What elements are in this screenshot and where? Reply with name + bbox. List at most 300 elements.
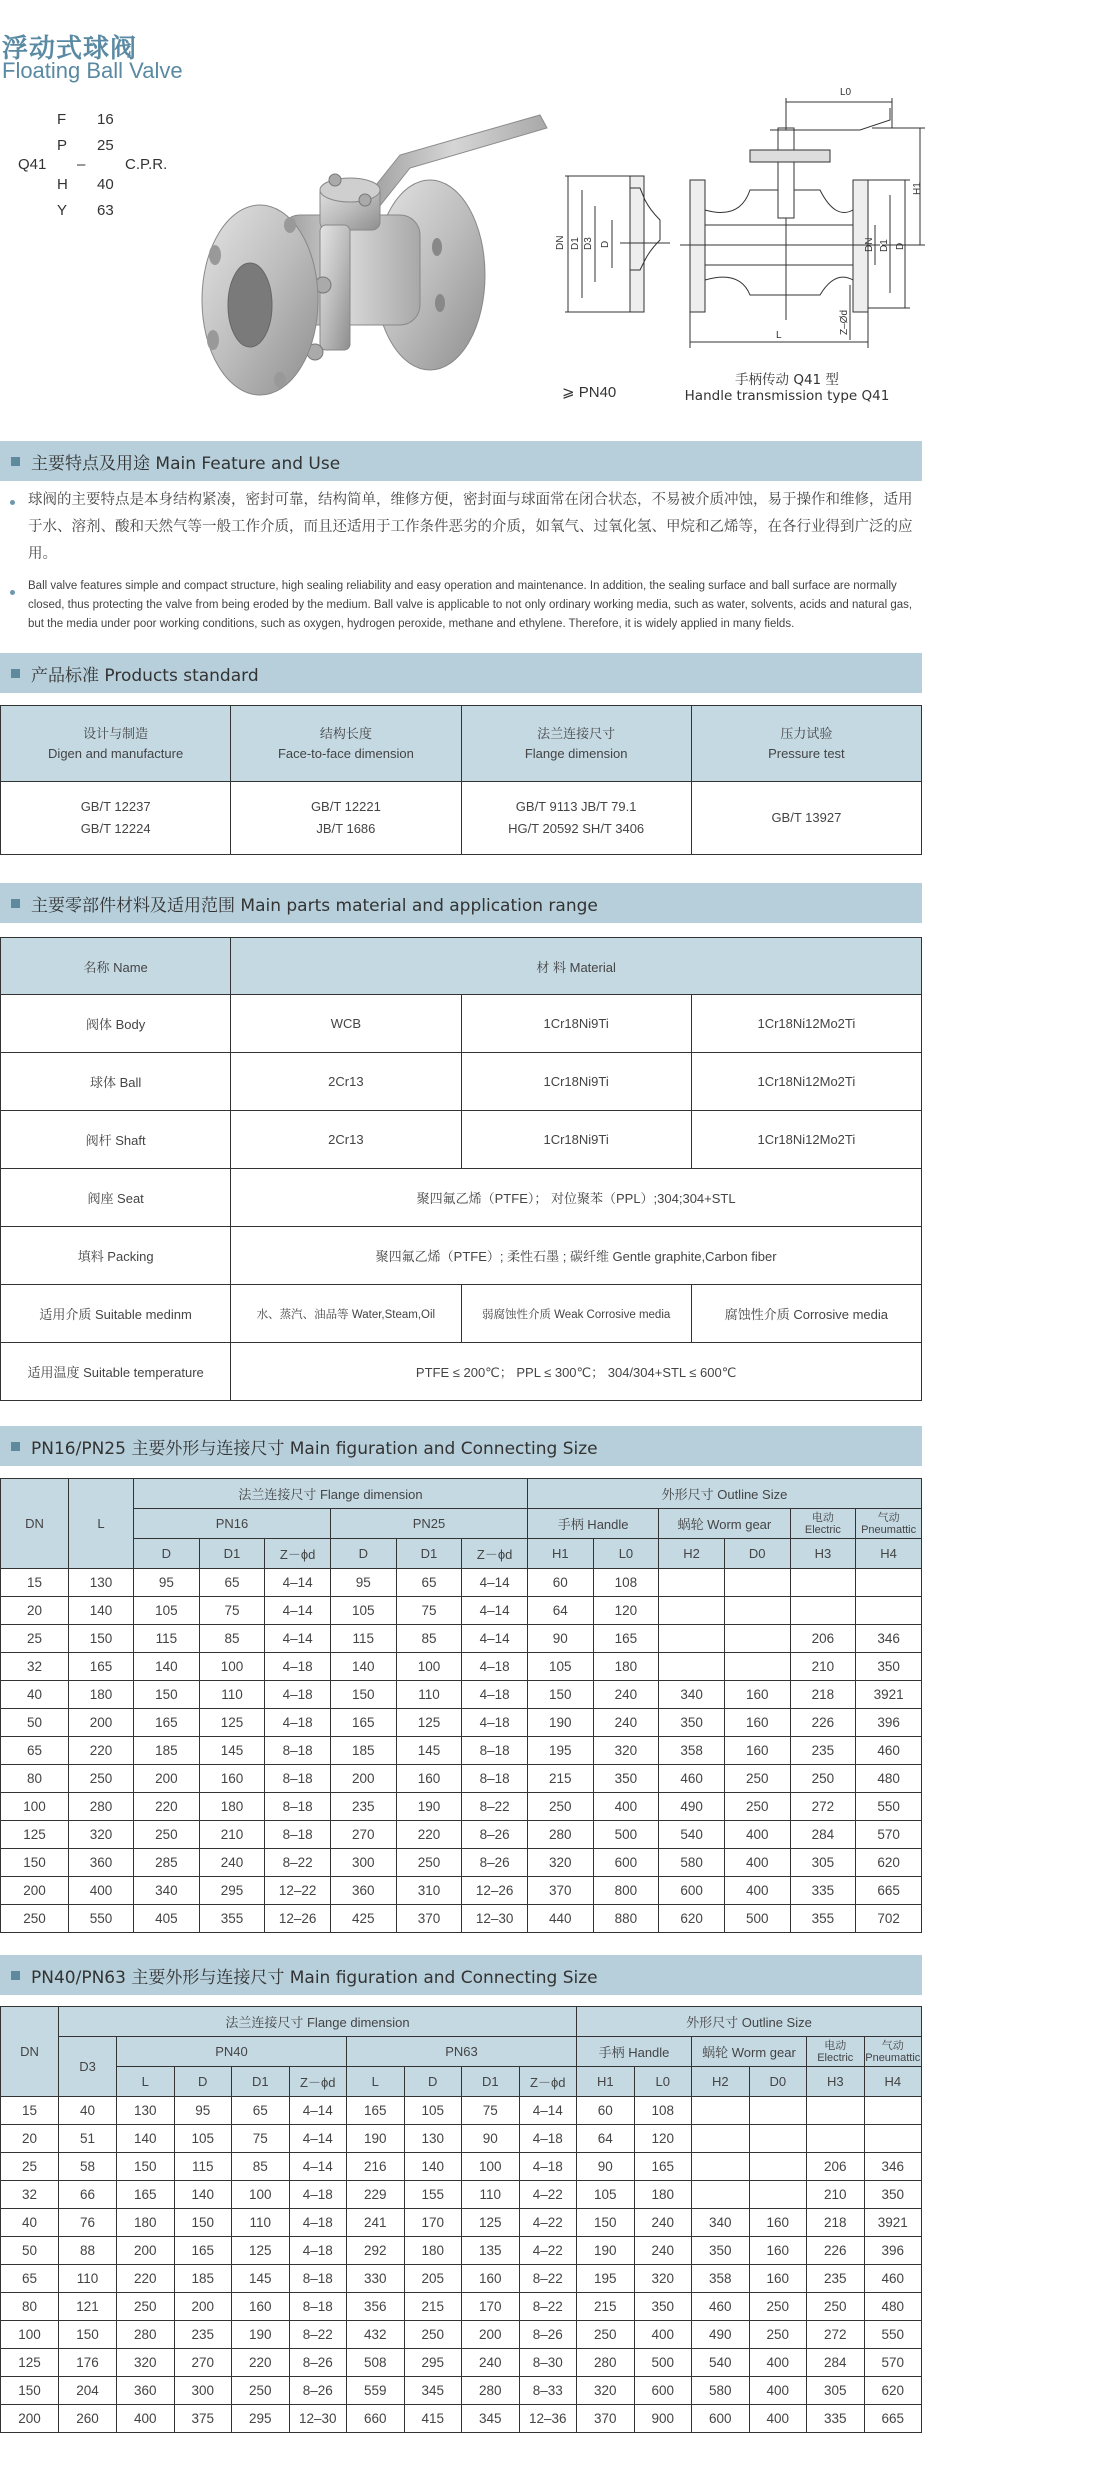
table-cell: 105 (527, 1653, 593, 1681)
valve-photo (185, 100, 555, 410)
table-cell: 64 (577, 2125, 635, 2153)
table-cell: 280 (69, 1793, 134, 1821)
table-cell: 220 (134, 1793, 200, 1821)
header-cell: D (174, 2067, 232, 2097)
table-cell: 350 (634, 2293, 692, 2321)
table-cell: 4–14 (462, 1569, 528, 1597)
header-cell: D1 (199, 1539, 265, 1569)
table-cell: 160 (199, 1765, 265, 1793)
table-cell: 600 (634, 2377, 692, 2405)
table-cell: 295 (199, 1877, 265, 1905)
table-cell: 40 (1, 1681, 69, 1709)
table-cell: 235 (330, 1793, 396, 1821)
table-cell (864, 2097, 922, 2125)
table-cell: 75 (232, 2125, 290, 2153)
table-cell: 2Cr13 (231, 1111, 461, 1169)
table-cell: 570 (856, 1821, 922, 1849)
label-d3: D3 (583, 237, 594, 250)
table-cell: 200 (69, 1709, 134, 1737)
table-cell: 165 (347, 2097, 405, 2125)
table-cell (692, 2097, 750, 2125)
table-cell: 140 (69, 1597, 134, 1625)
table-cell: 4–14 (265, 1625, 331, 1653)
table-cell: 235 (790, 1737, 856, 1765)
table-cell: 460 (864, 2265, 922, 2293)
table-cell: 190 (232, 2321, 290, 2349)
table-cell: 360 (69, 1849, 134, 1877)
table-cell: 66 (59, 2181, 117, 2209)
header-cell: DN (1, 2007, 59, 2097)
model-value: 16 (97, 111, 114, 128)
table-cell: 284 (807, 2349, 865, 2377)
table-cell: 4–18 (265, 1653, 331, 1681)
model-letter: F (57, 111, 67, 128)
table-cell: 108 (593, 1569, 659, 1597)
table-cell: 165 (174, 2237, 232, 2265)
header-cell: 手柄 Handle (527, 1509, 658, 1539)
table-cell: 40 (59, 2097, 117, 2125)
table-cell: 320 (69, 1821, 134, 1849)
table-cell: 226 (790, 1709, 856, 1737)
table-cell: 280 (527, 1821, 593, 1849)
section-header-pn16 (0, 1426, 922, 1466)
header-cell: Z－ϕd (462, 1539, 528, 1569)
table-cell: 4–18 (519, 2125, 577, 2153)
table-cell: 215 (527, 1765, 593, 1793)
header-cell: 蜗轮 Worm gear (692, 2037, 807, 2067)
table-cell (790, 1569, 856, 1597)
table-cell: 600 (659, 1877, 725, 1905)
model-suffix: C.P.R. (125, 156, 168, 173)
table-cell: 165 (634, 2153, 692, 2181)
table-cell: 8–18 (265, 1765, 331, 1793)
table-cell: 4–18 (462, 1681, 528, 1709)
table-cell: 358 (692, 2265, 750, 2293)
table-cell: 400 (724, 1821, 790, 1849)
table-cell: 110 (396, 1681, 462, 1709)
table-cell: 415 (404, 2405, 462, 2433)
table-cell: 356 (347, 2293, 405, 2321)
header-cell: D (330, 1539, 396, 1569)
table-cell: 95 (134, 1569, 200, 1597)
table-cell: 665 (864, 2405, 922, 2433)
header-cell: 外形尺寸 Outline Size (577, 2007, 922, 2037)
table-cell: 370 (577, 2405, 635, 2433)
table-cell: 腐蚀性介质 Corrosive media (691, 1285, 921, 1343)
table-cell: 110 (59, 2265, 117, 2293)
table-cell: 490 (692, 2321, 750, 2349)
table-cell: 100 (462, 2153, 520, 2181)
table-cell: 440 (527, 1905, 593, 1933)
table-cell: 8–22 (289, 2321, 347, 2349)
table-cell: 216 (347, 2153, 405, 2181)
table-cell: 240 (593, 1681, 659, 1709)
table-cell: 100 (1, 2321, 59, 2349)
table-cell: GB/T 9113 JB/T 79.1 HG/T 20592 SH/T 3406 (461, 782, 691, 855)
section-header-standard (0, 653, 922, 693)
table-cell: 12–30 (289, 2405, 347, 2433)
table-cell: 75 (396, 1597, 462, 1625)
table-cell: 150 (59, 2321, 117, 2349)
table-cell: 370 (396, 1905, 462, 1933)
model-value: 25 (97, 137, 114, 154)
table-cell (724, 1625, 790, 1653)
table-cell: 284 (790, 1821, 856, 1849)
table-cell: 105 (330, 1597, 396, 1625)
table-cell: 130 (117, 2097, 175, 2125)
table-cell: 4–14 (462, 1625, 528, 1653)
table-cell: 508 (347, 2349, 405, 2377)
header-cell: L (69, 1479, 134, 1569)
table-cell: 125 (199, 1709, 265, 1737)
table-cell: 250 (527, 1793, 593, 1821)
table-cell: 140 (404, 2153, 462, 2181)
table-row (1, 2181, 922, 2209)
table-row (1, 1569, 922, 1597)
model-letter: P (57, 137, 68, 154)
bullet-icon (10, 590, 15, 595)
model-letter: H (57, 176, 68, 193)
table-cell: 270 (174, 2349, 232, 2377)
table-row (1, 2265, 922, 2293)
table-cell (659, 1653, 725, 1681)
table-cell: 665 (856, 1877, 922, 1905)
table-cell: 85 (232, 2153, 290, 2181)
table-cell (749, 2125, 807, 2153)
table-cell: 150 (577, 2209, 635, 2237)
table-cell: 95 (330, 1569, 396, 1597)
table-cell: 310 (396, 1877, 462, 1905)
table-cell: 160 (462, 2265, 520, 2293)
section-header-pn40 (0, 1955, 922, 1995)
table-cell: 350 (856, 1653, 922, 1681)
model-letter: Y (57, 202, 68, 219)
table-cell: 330 (347, 2265, 405, 2293)
table-cell: 205 (404, 2265, 462, 2293)
section-title: 主要零部件材料及适用范围 Main parts material and application range (31, 895, 598, 916)
table-cell: 64 (527, 1597, 593, 1625)
table-row (1, 2125, 922, 2153)
table-cell (790, 1597, 856, 1625)
table-cell: 540 (692, 2349, 750, 2377)
features-text (10, 492, 920, 634)
table-cell: 559 (347, 2377, 405, 2405)
table-cell: 235 (174, 2321, 232, 2349)
table-cell: 110 (462, 2181, 520, 2209)
header-cell: H2 (692, 2067, 750, 2097)
table-cell: 8–22 (519, 2293, 577, 2321)
table-cell: 球体 Ball (1, 1053, 231, 1111)
table-cell: 480 (864, 2293, 922, 2321)
table-cell: 1Cr18Ni9Ti (461, 995, 691, 1053)
table-cell: 346 (864, 2153, 922, 2181)
table-cell: 75 (199, 1597, 265, 1625)
table-cell: 140 (330, 1653, 396, 1681)
header-cell: PN63 (347, 2037, 577, 2067)
table-cell: 400 (749, 2405, 807, 2433)
header-cell: H3 (807, 2067, 865, 2097)
table-cell: 170 (462, 2293, 520, 2321)
table-cell: 235 (807, 2265, 865, 2293)
table-cell: 180 (199, 1793, 265, 1821)
table-row (1, 2153, 922, 2181)
table-cell: 58 (59, 2153, 117, 2181)
table-cell: 120 (634, 2125, 692, 2153)
table-cell: 125 (1, 1821, 69, 1849)
table-cell: 15 (1, 1569, 69, 1597)
table-cell: 340 (659, 1681, 725, 1709)
header-cell: 气动 Pneumattic (856, 1509, 922, 1539)
table-cell: 358 (659, 1737, 725, 1765)
table-row (1, 1653, 922, 1681)
table-cell: 110 (199, 1681, 265, 1709)
page-title-en: Floating Ball Valve (2, 58, 183, 83)
table-cell: 250 (69, 1765, 134, 1793)
table-cell (724, 1597, 790, 1625)
table-cell (724, 1569, 790, 1597)
table-cell: 165 (134, 1709, 200, 1737)
table-cell: 150 (174, 2209, 232, 2237)
table-header-row (1, 2007, 922, 2037)
table-cell: 200 (462, 2321, 520, 2349)
table-cell (692, 2125, 750, 2153)
table-cell (856, 1569, 922, 1597)
material-table (0, 937, 922, 1401)
table-cell: 3921 (864, 2209, 922, 2237)
table-cell: 1Cr18Ni9Ti (461, 1053, 691, 1111)
table-cell: 100 (232, 2181, 290, 2209)
table-cell: 4–14 (462, 1597, 528, 1625)
table-cell: 370 (527, 1877, 593, 1905)
table-cell: 15 (1, 2097, 59, 2125)
table-cell (807, 2125, 865, 2153)
table-cell (864, 2125, 922, 2153)
table-cell: 355 (199, 1905, 265, 1933)
table-cell: 346 (856, 1625, 922, 1653)
table-cell: 8–18 (289, 2293, 347, 2321)
table-cell: 95 (174, 2097, 232, 2125)
table-cell: 250 (790, 1765, 856, 1793)
table-cell: 8–26 (289, 2377, 347, 2405)
table-cell: GB/T 12237 GB/T 12224 (1, 782, 231, 855)
table-row (1, 995, 922, 1053)
header-cell: 法兰连接尺寸 Flange dimension (59, 2007, 577, 2037)
table-cell: 水、蒸汽、油品等 Water,Steam,Oil (231, 1285, 461, 1343)
label-d1: D1 (570, 237, 581, 250)
header-cell: 气动 Pneumattic (864, 2037, 922, 2067)
table-cell: 120 (593, 1597, 659, 1625)
table-cell: 180 (117, 2209, 175, 2237)
table-cell: 8–18 (265, 1793, 331, 1821)
table-row (1, 1877, 922, 1905)
table-cell: 8–22 (462, 1793, 528, 1821)
header-cell: 名称 Name (1, 938, 231, 995)
square-bullet-icon (11, 669, 20, 678)
table-cell: 300 (330, 1849, 396, 1877)
table-cell: 176 (59, 2349, 117, 2377)
header-cell: 手柄 Handle (577, 2037, 692, 2067)
model-value: 40 (97, 176, 114, 193)
table-cell: 280 (577, 2349, 635, 2377)
pressure-note: ⩾ PN40 (562, 384, 617, 401)
table-cell: 500 (724, 1905, 790, 1933)
table-cell: 220 (69, 1737, 134, 1765)
table-cell: 340 (134, 1877, 200, 1905)
table-cell: 150 (134, 1681, 200, 1709)
table-row (1, 1765, 922, 1793)
table-header-row (1, 2067, 922, 2097)
table-cell: 220 (232, 2349, 290, 2377)
table-cell: 8–18 (265, 1821, 331, 1849)
table-cell: 135 (462, 2237, 520, 2265)
table-cell: 350 (692, 2237, 750, 2265)
table-cell: 900 (634, 2405, 692, 2433)
table-cell: 145 (232, 2265, 290, 2293)
model-dash: – (77, 156, 86, 173)
table-cell: 8–22 (265, 1849, 331, 1877)
table-cell: 240 (593, 1709, 659, 1737)
table-cell: GB/T 13927 (691, 782, 921, 855)
label-dn-right: DN (864, 237, 875, 252)
table-cell: 105 (174, 2125, 232, 2153)
table-cell: 292 (347, 2237, 405, 2265)
table-cell: 375 (174, 2405, 232, 2433)
table-cell: 400 (749, 2349, 807, 2377)
drawing-caption (672, 372, 902, 404)
table-cell: 165 (593, 1625, 659, 1653)
table-cell: 12–22 (265, 1877, 331, 1905)
table-cell: 8–26 (462, 1849, 528, 1877)
header-cell: D0 (749, 2067, 807, 2097)
table-cell: 272 (790, 1793, 856, 1821)
table-header-row (1, 2037, 922, 2067)
table-cell: 570 (864, 2349, 922, 2377)
label-h1: H1 (912, 182, 923, 195)
table-cell: 25 (1, 1625, 69, 1653)
table-row (1, 1681, 922, 1709)
table-cell: 229 (347, 2181, 405, 2209)
section-title: PN16/PN25 主要外形与连接尺寸 Main figuration and Connecting Size (31, 1438, 598, 1459)
table-cell: 620 (659, 1905, 725, 1933)
table-cell: 1Cr18Ni12Mo2Ti (691, 995, 921, 1053)
table-cell: 聚四氟乙烯（PTFE）; 柔性石墨 ; 碳纤维 Gentle graphite,Carbon fiber (231, 1227, 922, 1285)
table-cell: 150 (1, 2377, 59, 2405)
header-cell: Z－ϕd (289, 2067, 347, 2097)
table-cell: 4–18 (289, 2237, 347, 2265)
table-cell: 32 (1, 1653, 69, 1681)
table-cell: 190 (527, 1709, 593, 1737)
table-cell: 350 (593, 1765, 659, 1793)
table-cell (749, 2181, 807, 2209)
table-cell: 50 (1, 1709, 69, 1737)
table-cell: 360 (330, 1877, 396, 1905)
table-cell: 140 (134, 1653, 200, 1681)
table-cell: 60 (527, 1569, 593, 1597)
table-cell: 218 (807, 2209, 865, 2237)
table-cell: 105 (577, 2181, 635, 2209)
header-cell: L0 (634, 2067, 692, 2097)
table-cell: 150 (117, 2153, 175, 2181)
table-cell: 12–36 (519, 2405, 577, 2433)
table-cell (659, 1625, 725, 1653)
table-cell: 305 (790, 1849, 856, 1877)
table-row (1, 1737, 922, 1765)
table-cell: 200 (117, 2237, 175, 2265)
table-cell: 65 (232, 2097, 290, 2125)
table-cell: 480 (856, 1765, 922, 1793)
table-row (1, 1905, 922, 1933)
table-cell: 600 (593, 1849, 659, 1877)
table-cell: 50 (1, 2237, 59, 2265)
page-title-cn: 浮动式球阀 (2, 34, 138, 64)
table-cell: 250 (134, 1821, 200, 1849)
table-cell: 250 (404, 2321, 462, 2349)
table-row (1, 2209, 922, 2237)
table-row (1, 1625, 922, 1653)
table-cell: 405 (134, 1905, 200, 1933)
table-cell: 76 (59, 2209, 117, 2237)
table-cell: 125 (396, 1709, 462, 1737)
table-cell: 350 (864, 2181, 922, 2209)
header-cell: H3 (790, 1539, 856, 1569)
table-cell: 108 (634, 2097, 692, 2125)
table-cell: 190 (396, 1793, 462, 1821)
table-cell: 400 (593, 1793, 659, 1821)
table-cell: WCB (231, 995, 461, 1053)
table-cell: 250 (807, 2293, 865, 2321)
header-cell: D1 (232, 2067, 290, 2097)
table-cell: 400 (724, 1849, 790, 1877)
table-cell: 4–14 (265, 1569, 331, 1597)
table-cell: 620 (856, 1849, 922, 1877)
header-cell: H2 (659, 1539, 725, 1569)
standard-table (0, 705, 922, 855)
table-header-row (1, 938, 922, 995)
table-cell: 88 (59, 2237, 117, 2265)
table-cell: 75 (462, 2097, 520, 2125)
table-cell: 8–18 (462, 1765, 528, 1793)
table-cell: 320 (634, 2265, 692, 2293)
table-cell: 20 (1, 1597, 69, 1625)
table-cell: 300 (174, 2377, 232, 2405)
features-cn: 球阀的主要特点是本身结构紧凑，密封可靠，结构简单，维修方便，密封面与球面常在闭合状态，不易被介质冲蚀，易于操作和维修，适用于水、溶剂、酸和天然气等一般工作介质，而且还适用于工作条件恶劣的介质，如氧气、过氧化氢、甲烷和乙烯等，在各行业得到广泛的应用。 (28, 492, 913, 562)
section-title: PN40/PN63 主要外形与连接尺寸 Main figuration and Connecting Size (31, 1967, 598, 1988)
table-cell: 聚四氟乙烯（PTFE）； 对位聚苯（PPL）;304;304+STL (231, 1169, 922, 1227)
table-cell: 125 (462, 2209, 520, 2237)
header-cell: L (117, 2067, 175, 2097)
table-row (1, 1821, 922, 1849)
table-cell: 8–18 (265, 1737, 331, 1765)
table-cell: 580 (659, 1849, 725, 1877)
table-cell: 210 (807, 2181, 865, 2209)
table-row (1, 2405, 922, 2433)
table-cell: 80 (1, 1765, 69, 1793)
table-cell: 40 (1, 2209, 59, 2237)
table-cell: 150 (69, 1625, 134, 1653)
table-cell: 115 (134, 1625, 200, 1653)
table-cell: 110 (232, 2209, 290, 2237)
table-cell: 160 (749, 2209, 807, 2237)
table-cell (724, 1653, 790, 1681)
table-cell: 285 (134, 1849, 200, 1877)
table-cell: 165 (69, 1653, 134, 1681)
table-cell: 360 (117, 2377, 175, 2405)
table-header-row (1, 1539, 922, 1569)
table-cell: 90 (527, 1625, 593, 1653)
table-cell (659, 1569, 725, 1597)
table-cell: 85 (199, 1625, 265, 1653)
table-cell: 51 (59, 2125, 117, 2153)
